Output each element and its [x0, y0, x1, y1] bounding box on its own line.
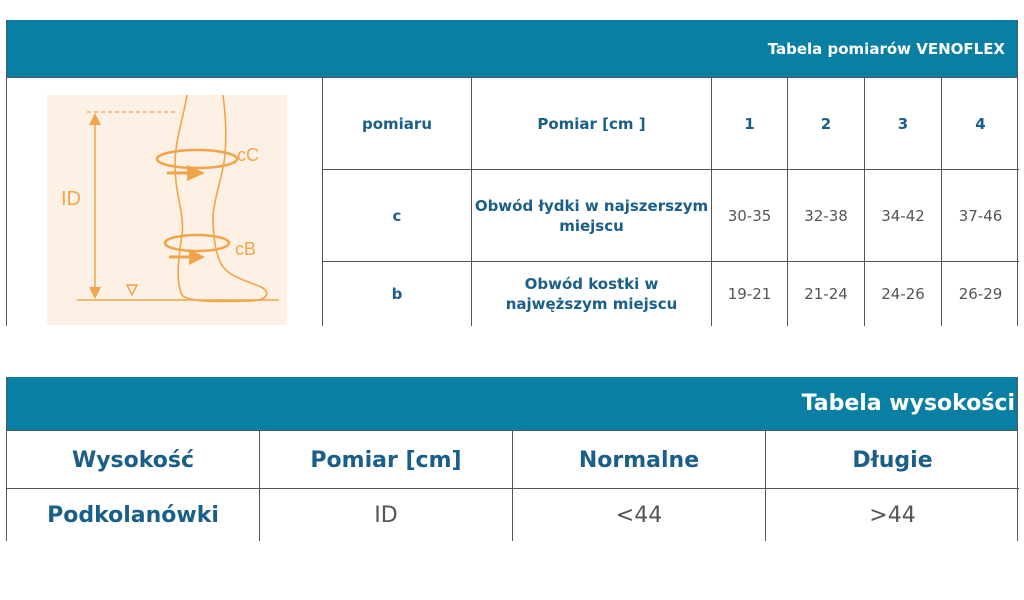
header-measure: Pomiar [cm] — [310, 447, 462, 473]
table-cell: 21-24 — [804, 285, 848, 303]
table-cell: 19-21 — [727, 285, 772, 303]
ground-marker-icon — [127, 285, 137, 295]
arrow-down-icon — [89, 287, 101, 299]
table-cell: 30-35 — [727, 206, 772, 225]
arrow-up-icon — [89, 113, 101, 125]
row-description: Obwód łydki w najszerszym miejscu — [474, 196, 709, 235]
header-long: Długie — [852, 447, 933, 473]
cc-label: cC — [237, 145, 259, 165]
header-size-4: 4 — [975, 114, 986, 133]
leg-measurement-illustration — [47, 95, 287, 325]
height-table — [6, 377, 1018, 541]
table-cell: 26-29 — [958, 285, 1003, 303]
table-cell: <44 — [615, 502, 663, 528]
table-cell: 37-46 — [958, 206, 1003, 225]
header-size-3: 3 — [897, 114, 909, 133]
row-measure: c — [392, 206, 402, 225]
leg-outline — [175, 95, 267, 301]
header-measure: pomiaru — [361, 114, 432, 133]
table-cell: >44 — [869, 502, 916, 528]
header-normal: Normalne — [578, 447, 700, 473]
sizes-table — [6, 20, 1018, 326]
cb-label: cB — [235, 239, 257, 259]
height-table-title: Tabela wysokości — [7, 377, 1017, 431]
table-cell: 32-38 — [804, 206, 848, 225]
id-label: ID — [61, 188, 81, 210]
sizes-table-title: Tabela pomiarów VENOFLEX — [7, 20, 1017, 78]
sizes-table-grid — [7, 78, 1017, 326]
ankle-ring-icon — [165, 235, 229, 251]
table-cell: ID — [374, 502, 398, 528]
header-size-2: 2 — [820, 114, 832, 133]
row-label: Podkolanówki — [47, 502, 219, 528]
header-description: Pomiar [cm ] — [537, 114, 646, 133]
header-height: Wysokość — [71, 447, 195, 473]
row-measure: b — [391, 285, 403, 303]
leg-diagram — [47, 95, 287, 325]
table-cell: 24-26 — [881, 285, 925, 303]
header-size-1: 1 — [744, 114, 755, 133]
table-cell: 34-42 — [881, 206, 925, 225]
row-description: Obwód kostki w najwęższym miejscu — [505, 275, 678, 313]
